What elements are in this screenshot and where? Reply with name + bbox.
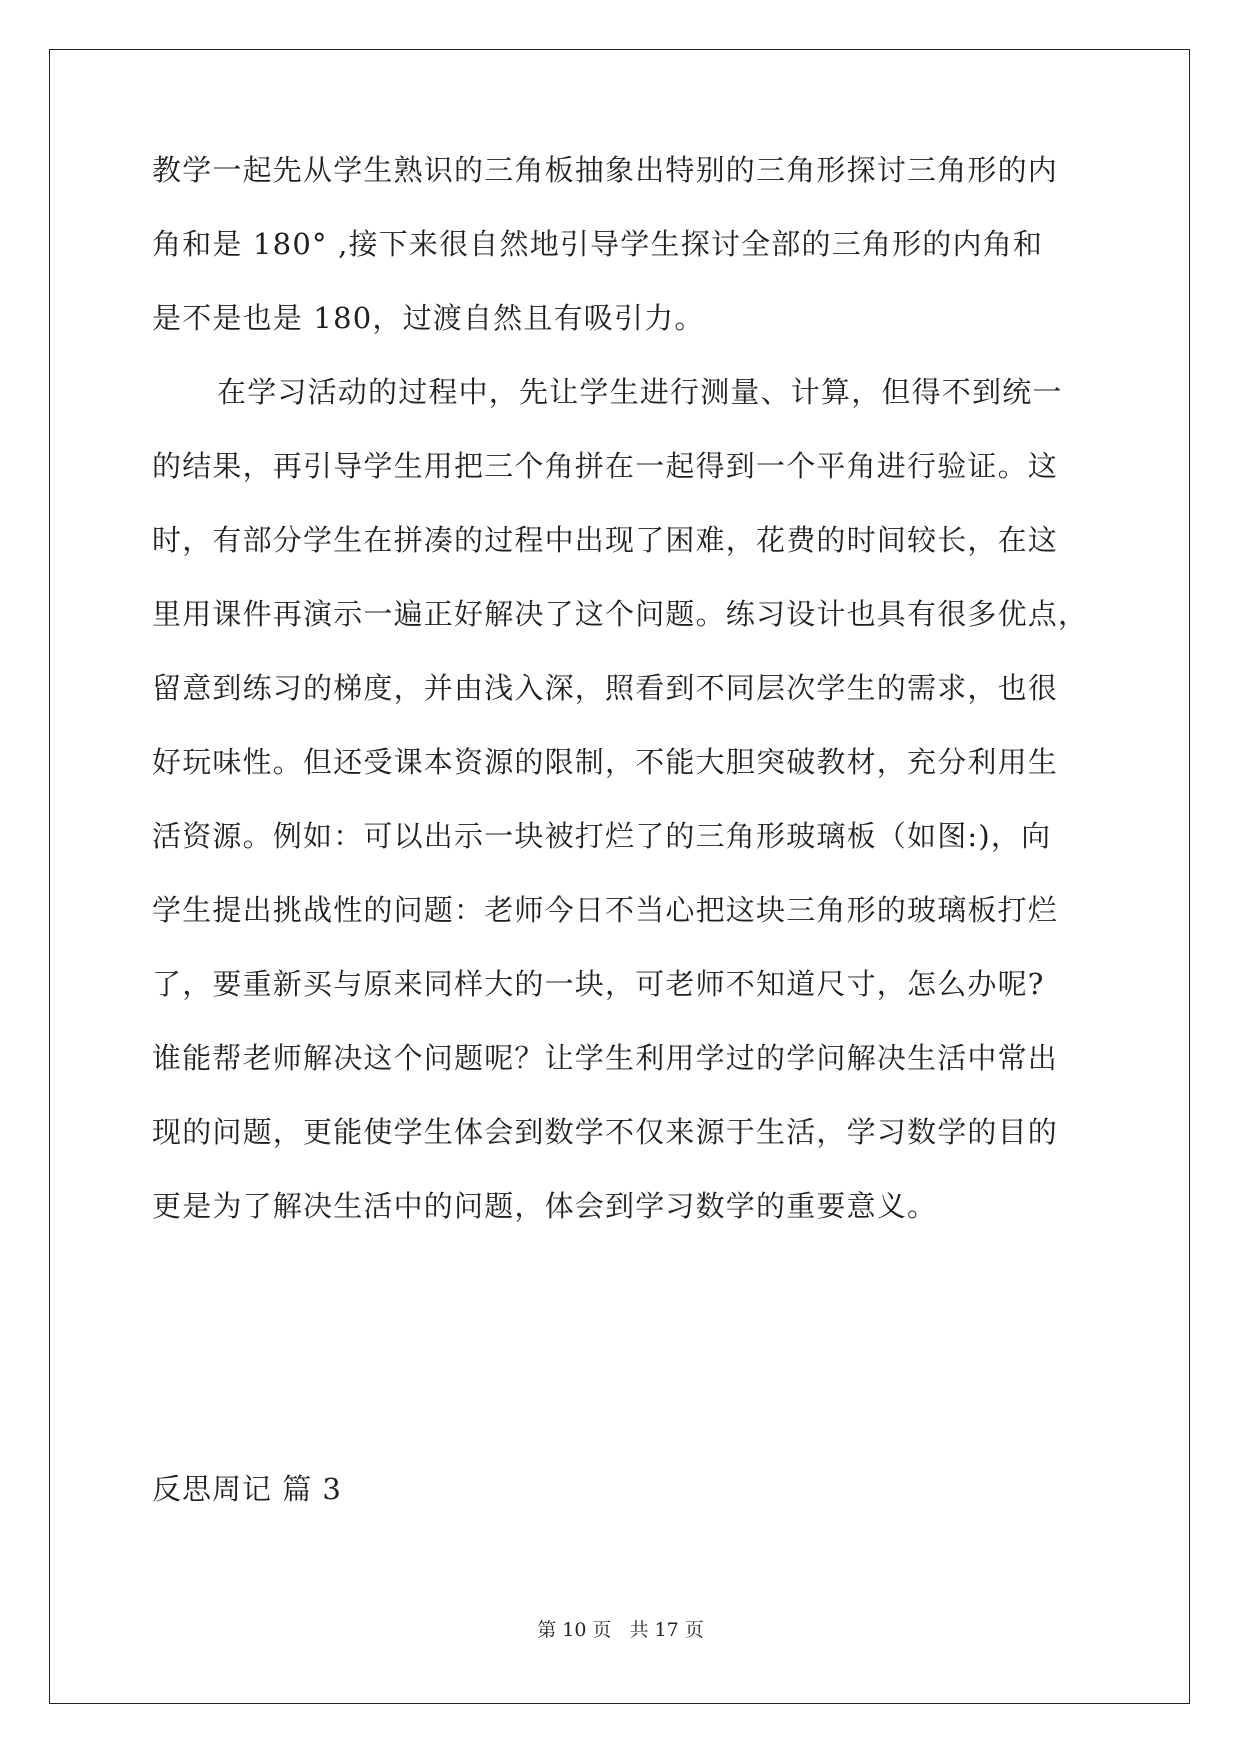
paragraph-2-line-1: 在学习活动的过程中，先让学生进行测量、计算，但得不到统一 xyxy=(217,375,1063,409)
paragraph-2-line-2: 的结果，再引导学生用把三个角拼在一起得到一个平角进行验证。这 xyxy=(152,449,1059,483)
paragraph-1-line-3: 是不是也是 180，过渡自然且有吸引力。 xyxy=(152,301,705,335)
paragraph-2-line-10: 谁能帮老师解决这个问题呢？让学生利用学过的学问解决生活中常出 xyxy=(152,1041,1059,1075)
page-total: 共 17 页 xyxy=(629,1619,704,1641)
paragraph-2-line-8: 学生提出挑战性的问题：老师今日不当心把这块三角形的玻璃板打烂 xyxy=(152,893,1059,927)
paragraph-2-line-3: 时，有部分学生在拼凑的过程中出现了困难，花费的时间较长，在这 xyxy=(152,523,1059,557)
section-heading: 反思周记 篇 3 xyxy=(152,1472,342,1506)
paragraph-1-line-1: 教学一起先从学生熟识的三角板抽象出特别的三角形探讨三角形的内 xyxy=(152,153,1059,187)
page-footer xyxy=(0,1618,1241,1642)
paragraph-2-line-6: 好玩味性。但还受课本资源的限制，不能大胆突破教材，充分利用生 xyxy=(152,745,1059,779)
paragraph-2-line-11: 现的问题，更能使学生体会到数学不仅来源于生活，学习数学的目的 xyxy=(152,1115,1059,1149)
paragraph-2-line-9: 了，要重新买与原来同样大的一块，可老师不知道尺寸，怎么办呢? xyxy=(152,967,1045,1001)
paragraph-1-line-2: 角和是 180° ,接下来很自然地引导学生探讨全部的三角形的内角和 xyxy=(152,227,1044,261)
paragraph-2-line-12: 更是为了解决生活中的问题，体会到学习数学的重要意义。 xyxy=(152,1189,938,1223)
paragraph-2-line-7: 活资源。例如：可以出示一块被打烂了的三角形玻璃板（如图:)，向 xyxy=(152,819,1052,853)
paragraph-2-line-5: 留意到练习的梯度，并由浅入深，照看到不同层次学生的需求，也很 xyxy=(152,671,1059,705)
paragraph-2-line-4: 里用课件再演示一遍正好解决了这个问题。练习设计也具有很多优点， xyxy=(152,597,1089,631)
page-number: 第 10 页 xyxy=(537,1619,612,1641)
